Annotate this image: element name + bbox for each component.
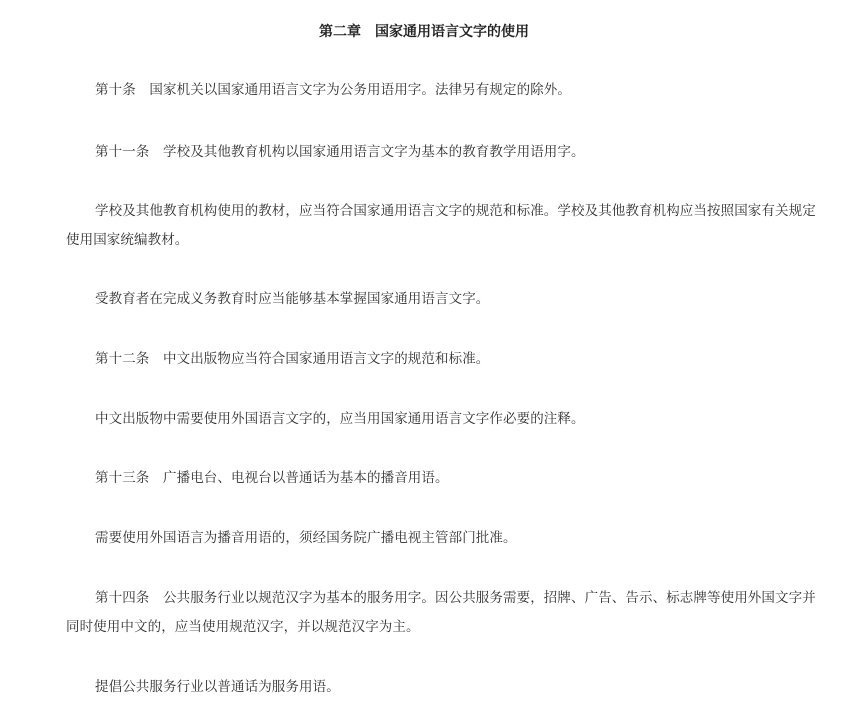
paragraph-text: 中文出版物中需要使用外国语言文字的，应当用国家通用语言文字作必要的注释。 bbox=[95, 411, 585, 427]
paragraph-article-10 bbox=[66, 76, 818, 105]
paragraph-text: 学校及其他教育机构使用的教材，应当符合国家通用语言文字的规范和标准。学校及其他教育机构应当按照国家有关规定使用国家统编教材。 bbox=[66, 203, 816, 248]
paragraph-text: 公共服务行业以规范汉字为基本的服务用字。因公共服务需要，招牌、广告、告示、标志牌等使用外国文字并同时使用中文的，应当使用规范汉字，并以规范汉字为主。 bbox=[66, 590, 816, 635]
article-label: 第十三条 bbox=[95, 470, 163, 486]
paragraph-text: 提倡公共服务行业以普通话为服务用语。 bbox=[95, 679, 340, 695]
paragraph-article-14 bbox=[66, 584, 818, 642]
article-label: 第十一条 bbox=[95, 144, 163, 160]
paragraph-text: 学校及其他教育机构以国家通用语言文字为基本的教育教学用语用字。 bbox=[163, 144, 585, 160]
paragraph-text: 需要使用外国语言为播音用语的，须经国务院广播电视主管部门批准。 bbox=[95, 530, 517, 546]
paragraph-article-12 bbox=[66, 345, 818, 374]
paragraph-compulsory-education bbox=[66, 285, 818, 314]
paragraph-text: 中文出版物应当符合国家通用语言文字的规范和标准。 bbox=[163, 351, 490, 367]
paragraph-text: 国家机关以国家通用语言文字为公务用语用字。法律另有规定的除外。 bbox=[149, 82, 572, 98]
paragraph-article-11 bbox=[66, 138, 818, 167]
paragraph-text: 受教育者在完成义务教育时应当能够基本掌握国家通用语言文字。 bbox=[95, 291, 490, 307]
chapter-title: 第二章 国家通用语言文字的使用 bbox=[319, 24, 529, 40]
paragraph-foreign-language-annotation bbox=[66, 405, 818, 434]
article-label: 第十条 bbox=[95, 82, 150, 98]
article-label: 第十四条 bbox=[95, 590, 163, 606]
paragraph-broadcast-approval bbox=[66, 524, 818, 553]
article-label: 第十二条 bbox=[95, 351, 163, 367]
paragraph-article-13 bbox=[66, 464, 818, 493]
paragraph-textbooks bbox=[66, 197, 818, 255]
paragraph-service-language bbox=[66, 673, 818, 702]
paragraph-text: 广播电台、电视台以普通话为基本的播音用语。 bbox=[163, 470, 449, 486]
